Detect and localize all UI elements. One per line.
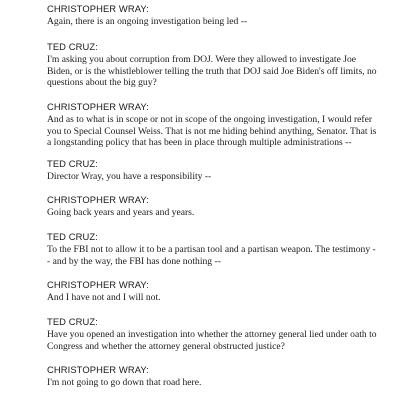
utterance-line: - and by the way, the FBI has done nothing --: [47, 255, 221, 267]
transcript-entry-6: [47, 231, 376, 267]
utterance-line: To the FBI not to allow it to be a partisan tool and a partisan weapon. The testimony -: [47, 244, 376, 255]
transcript-entry-4: [47, 158, 211, 183]
speaker-label: CHRISTOPHER WRAY:: [47, 3, 149, 14]
speaker-label: CHRISTOPHER WRAY:: [47, 101, 149, 112]
utterance-line: I'm asking you about corruption from DOJ. Were they allowed to investigate Joe: [47, 54, 357, 65]
utterance-text: Going back years and years and years.: [47, 207, 195, 218]
transcript-entry-5: [47, 194, 194, 219]
transcript-entry-8: [47, 316, 377, 352]
utterance-text: Again, there is an ongoing investigation being led --: [47, 16, 248, 27]
speaker-label: CHRISTOPHER WRAY:: [47, 364, 149, 375]
speaker-label: CHRISTOPHER WRAY:: [47, 194, 149, 205]
speaker-label: TED CRUZ:: [47, 41, 98, 52]
speaker-label: TED CRUZ:: [47, 316, 98, 327]
utterance-line: questions about the big guy?: [47, 77, 157, 88]
speaker-label: TED CRUZ:: [47, 231, 98, 242]
transcript-entry-2: [47, 41, 377, 89]
utterance-line: a longstanding policy that has been in place through multiple administrations --: [47, 137, 352, 148]
transcript-entry-9: [47, 364, 201, 389]
utterance-line: Congress and whether the attorney general obstructed justice?: [47, 340, 285, 352]
utterance-text: And I have not and I will not.: [47, 292, 161, 303]
utterance-line: you to Special Counsel Weiss. That is not me hiding behind anything, Senator. That is: [47, 125, 377, 137]
speaker-label: CHRISTOPHER WRAY:: [47, 279, 149, 290]
transcript-entry-3: [47, 101, 376, 149]
utterance-line: Biden, or is the whistleblower telling the truth that DOJ said Joe Biden's off limits, no: [47, 65, 377, 77]
utterance-text: I'm not going to go down that road here.: [47, 377, 202, 388]
utterance-line: Have you opened an investigation into whether the attorney general lied under oath to: [47, 329, 377, 340]
utterance-line: And as to what is in scope or not in scope of the ongoing investigation, I would refer: [47, 114, 373, 125]
transcript-entry-7: [47, 279, 161, 304]
transcript-entry-1: [47, 3, 247, 28]
utterance-text: Director Wray, you have a responsibility --: [47, 171, 212, 182]
speaker-label: TED CRUZ:: [47, 158, 98, 169]
